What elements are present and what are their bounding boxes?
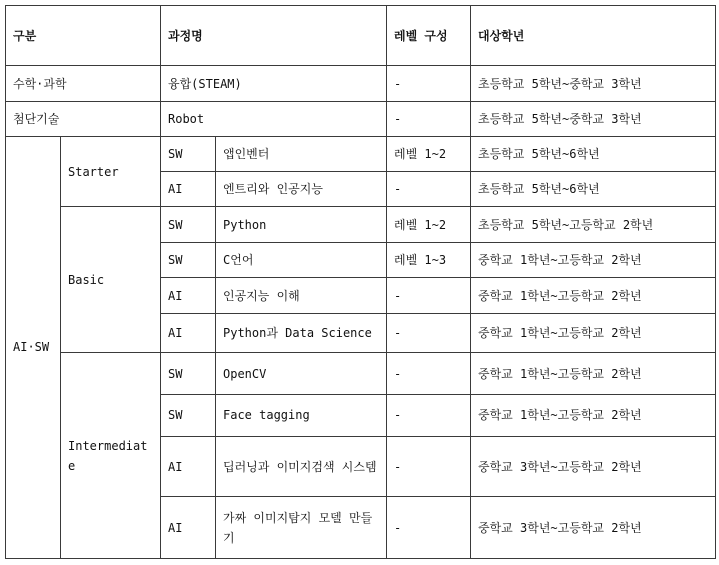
header-course: 과정명	[161, 6, 387, 66]
level-cell: -	[387, 277, 471, 313]
course-cell: 인공지능 이해	[216, 277, 387, 313]
target-cell: 중학교 1학년~고등학교 2학년	[471, 353, 716, 394]
level-cell: -	[387, 437, 471, 497]
target-cell: 중학교 1학년~고등학교 2학년	[471, 277, 716, 313]
course-cell: Python	[216, 207, 387, 242]
level-cell: 레벨 1~2	[387, 136, 471, 171]
type-cell: SW	[161, 394, 216, 436]
category-cell: 첨단기술	[6, 101, 161, 136]
level-cell: -	[387, 172, 471, 207]
type-cell: AI	[161, 497, 216, 559]
table-row	[6, 101, 716, 136]
type-cell: SW	[161, 353, 216, 394]
target-cell: 중학교 3학년~고등학교 2학년	[471, 437, 716, 497]
course-cell: 딥러닝과 이미지검색 시스템	[216, 437, 387, 497]
level-cell: 레벨 1~2	[387, 207, 471, 242]
level-group-basic: Basic	[61, 207, 161, 353]
level-cell: -	[387, 314, 471, 353]
level-group-starter: Starter	[61, 136, 161, 207]
target-cell: 중학교 3학년~고등학교 2학년	[471, 497, 716, 559]
target-cell: 중학교 1학년~고등학교 2학년	[471, 394, 716, 436]
curriculum-table	[5, 5, 716, 559]
header-target: 대상학년	[471, 6, 716, 66]
header-category: 구분	[6, 6, 161, 66]
type-cell: AI	[161, 314, 216, 353]
target-cell: 초등학교 5학년~6학년	[471, 172, 716, 207]
table-row	[6, 207, 716, 242]
target-cell: 중학교 1학년~고등학교 2학년	[471, 314, 716, 353]
level-cell: -	[387, 497, 471, 559]
course-cell: 가짜 이미지탐지 모델 만들기	[216, 497, 387, 559]
category-cell: 수학·과학	[6, 66, 161, 101]
course-cell: 앱인벤터	[216, 136, 387, 171]
header-level: 레벨 구성	[387, 6, 471, 66]
target-cell: 중학교 1학년~고등학교 2학년	[471, 242, 716, 277]
course-cell: C언어	[216, 242, 387, 277]
course-cell: 엔트리와 인공지능	[216, 172, 387, 207]
course-cell: Robot	[161, 101, 387, 136]
header-row	[6, 6, 716, 66]
type-cell: SW	[161, 242, 216, 277]
table-row	[6, 66, 716, 101]
level-cell: 레벨 1~3	[387, 242, 471, 277]
table-row	[6, 353, 716, 394]
category-cell: AI·SW	[6, 136, 61, 558]
course-cell: Python과 Data Science	[216, 314, 387, 353]
type-cell: AI	[161, 172, 216, 207]
type-cell: SW	[161, 136, 216, 171]
type-cell: AI	[161, 277, 216, 313]
target-cell: 초등학교 5학년~6학년	[471, 136, 716, 171]
target-cell: 초등학교 5학년~중학교 3학년	[471, 66, 716, 101]
level-cell: -	[387, 101, 471, 136]
level-cell: -	[387, 66, 471, 101]
level-cell: -	[387, 353, 471, 394]
level-cell: -	[387, 394, 471, 436]
course-cell: OpenCV	[216, 353, 387, 394]
course-cell: 융합(STEAM)	[161, 66, 387, 101]
level-group-intermediate: Intermediate	[61, 353, 161, 559]
course-cell: Face tagging	[216, 394, 387, 436]
type-cell: AI	[161, 437, 216, 497]
target-cell: 초등학교 5학년~고등학교 2학년	[471, 207, 716, 242]
target-cell: 초등학교 5학년~중학교 3학년	[471, 101, 716, 136]
table-row	[6, 136, 716, 171]
type-cell: SW	[161, 207, 216, 242]
